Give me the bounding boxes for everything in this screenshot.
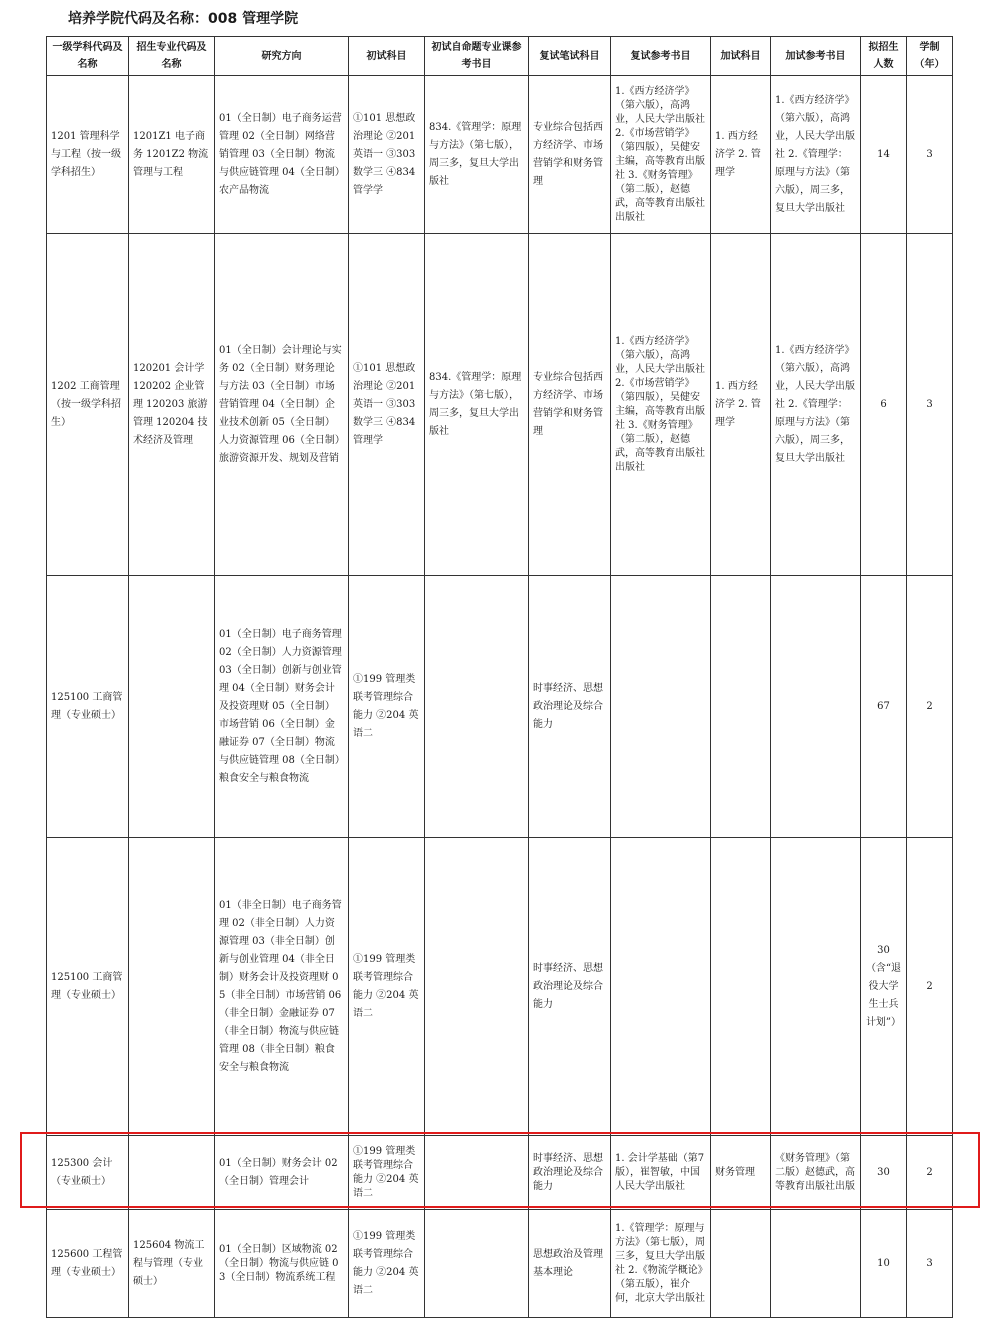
header-cell: 招生专业代码及名称 — [129, 37, 215, 76]
major-cell — [129, 838, 215, 1136]
extra-cell: 1. 西方经济学 2. 管理学 — [711, 234, 771, 576]
extra-cell: 1. 西方经济学 2. 管理学 — [711, 76, 771, 234]
retest-cell: 时事经济、思想政治理论及综合能力 — [529, 1136, 611, 1210]
table-row — [47, 1210, 953, 1318]
count-cell: 10 — [861, 1210, 907, 1318]
directions-cell: 01（全日制）会计理论与实务 02（全日制）财务理论与方法 03（全日制）市场营销管理 04（全日制）企业技术创新 05（全日制）人力资源管理 06（全日制）旅游资源开发、规划及营销 — [215, 234, 349, 576]
discipline-cell: 1202 工商管理（按一级学科招生） — [47, 234, 129, 576]
count-cell: 6 — [861, 234, 907, 576]
discipline-cell: 125100 工商管理（专业硕士） — [47, 838, 129, 1136]
years-cell: 2 — [907, 1136, 953, 1210]
count-cell: 67 — [861, 576, 907, 838]
extra-books-cell: 1.《西方经济学》（第六版），高鸿业，人民大学出版社 2.《管理学：原理与方法》（第六版），周三多，复旦大学出版社 — [771, 234, 861, 576]
retest-cell: 时事经济、思想政治理论及综合能力 — [529, 838, 611, 1136]
directions-cell: 01（非全日制）电子商务管理 02（非全日制）人力资源管理 03（非全日制）创新与创业管理 04（非全日制）财务会计及投资理财 05（非全日制）市场营销 06（非全日制）金融证券 07（非全日制）物流与供应链管理 08（非全日制）粮食安全与粮食物流 — [215, 838, 349, 1136]
directions-cell: 01（全日制）电子商务运营管理 02（全日制）网络营销管理 03（全日制）物流与供应链管理 04（全日制）农产品物流 — [215, 76, 349, 234]
years-cell: 3 — [907, 234, 953, 576]
extra-cell — [711, 838, 771, 1136]
retest-books-cell: 1.《西方经济学》（第六版），高鸿业，人民大学出版社 2.《市场营销学》（第四版），吴健安主编，高等教育出版社 3.《财务管理》（第二版），赵德武，高等教育出版社出版社 — [611, 234, 711, 576]
header-cell: 复试笔试科目 — [529, 37, 611, 76]
years-cell: 2 — [907, 838, 953, 1136]
discipline-cell: 125300 会计（专业硕士） — [47, 1136, 129, 1210]
books-cell — [425, 1136, 529, 1210]
retest-cell: 专业综合包括西方经济学、市场营销学和财务管理 — [529, 234, 611, 576]
header-cell: 加试参考书目 — [771, 37, 861, 76]
header-cell: 学制（年） — [907, 37, 953, 76]
table-row — [47, 76, 953, 234]
retest-books-cell: 1.《西方经济学》（第六版），高鸿业，人民大学出版社 2.《市场营销学》（第四版），吴健安主编，高等教育出版社 3.《财务管理》（第二版），赵德武，高等教育出版社出版社 — [611, 76, 711, 234]
exam-cell: ①199 管理类联考管理综合能力 ②204 英语二 — [349, 1136, 425, 1210]
discipline-cell: 125600 工程管理（专业硕士） — [47, 1210, 129, 1318]
extra-books-cell — [771, 838, 861, 1136]
retest-books-cell: 1. 会计学基础（第7版），崔智敏，中国人民大学出版社 — [611, 1136, 711, 1210]
extra-cell: 财务管理 — [711, 1136, 771, 1210]
count-cell: 30（含“退役大学生士兵计划”） — [861, 838, 907, 1136]
count-cell: 14 — [861, 76, 907, 234]
header-cell: 研究方向 — [215, 37, 349, 76]
retest-cell: 专业综合包括西方经济学、市场营销学和财务管理 — [529, 76, 611, 234]
major-cell: 1201Z1 电子商务 1201Z2 物流管理与工程 — [129, 76, 215, 234]
header-cell: 初试科目 — [349, 37, 425, 76]
exam-cell: ①199 管理类联考管理综合能力 ②204 英语二 — [349, 1210, 425, 1318]
count-cell: 30 — [861, 1136, 907, 1210]
discipline-cell: 125100 工商管理（专业硕士） — [47, 576, 129, 838]
major-cell — [129, 576, 215, 838]
exam-cell: ①101 思想政治理论 ②201 英语一 ③303 数学三 ④834 管学学 — [349, 76, 425, 234]
major-cell: 125604 物流工程与管理（专业硕士） — [129, 1210, 215, 1318]
retest-books-cell: 1.《管理学：原理与方法》（第七版），周三多，复旦大学出版社 2.《物流学概论》（第五版），崔介何，北京大学出版社 — [611, 1210, 711, 1318]
books-cell: 834.《管理学：原理与方法》（第七版），周三多，复旦大学出版社 — [425, 76, 529, 234]
years-cell: 3 — [907, 76, 953, 234]
table-row — [47, 234, 953, 576]
exam-cell: ①101 思想政治理论 ②201 英语一 ③303 数学三 ④834 管理学 — [349, 234, 425, 576]
books-cell — [425, 838, 529, 1136]
extra-cell — [711, 576, 771, 838]
header-cell: 拟招生人数 — [861, 37, 907, 76]
directions-cell: 01（全日制）财务会计 02（全日制）管理会计 — [215, 1136, 349, 1210]
major-cell — [129, 1136, 215, 1210]
books-cell: 834.《管理学：原理与方法》（第七版），周三多，复旦大学出版社 — [425, 234, 529, 576]
retest-books-cell — [611, 576, 711, 838]
extra-books-cell — [771, 1210, 861, 1318]
retest-books-cell — [611, 838, 711, 1136]
exam-cell: ①199 管理类联考管理综合能力 ②204 英语二 — [349, 838, 425, 1136]
exam-cell: ①199 管理类联考管理综合能力 ②204 英语二 — [349, 576, 425, 838]
books-cell — [425, 576, 529, 838]
books-cell — [425, 1210, 529, 1318]
header-cell: 初试自命题专业课参考书目 — [425, 37, 529, 76]
extra-books-cell: 《财务管理》（第二版）赵德武，高等教育出版社出版 — [771, 1136, 861, 1210]
table-row — [47, 576, 953, 838]
extra-books-cell — [771, 576, 861, 838]
retest-cell: 思想政治及管理基本理论 — [529, 1210, 611, 1318]
table-row — [47, 1136, 953, 1210]
retest-cell: 时事经济、思想政治理论及综合能力 — [529, 576, 611, 838]
years-cell: 2 — [907, 576, 953, 838]
discipline-cell: 1201 管理科学与工程（按一级学科招生） — [47, 76, 129, 234]
years-cell: 3 — [907, 1210, 953, 1318]
extra-books-cell: 1.《西方经济学》（第六版），高鸿业，人民大学出版社 2.《管理学：原理与方法》（第六版），周三多，复旦大学出版社 — [771, 76, 861, 234]
extra-cell — [711, 1210, 771, 1318]
directions-cell: 01（全日制）电子商务管理 02（全日制）人力资源管理 03（全日制）创新与创业管理 04（全日制）财务会计及投资理财 05（全日制）市场营销 06（全日制）金融证券 07（全日制）物流与供应链管理 08（全日制）粮食安全与粮食物流 — [215, 576, 349, 838]
header-cell: 加试科目 — [711, 37, 771, 76]
header-row — [47, 37, 953, 76]
major-cell: 120201 会计学 120202 企业管理 120203 旅游管理 120204 技术经济及管理 — [129, 234, 215, 576]
header-cell: 一级学科代码及名称 — [47, 37, 129, 76]
directions-cell: 01（全日制）区域物流 02（全日制）物流与供应链 03（全日制）物流系统工程 — [215, 1210, 349, 1318]
header-cell: 复试参考书目 — [611, 37, 711, 76]
table-row — [47, 838, 953, 1136]
admissions-table — [46, 36, 953, 1318]
page-title: 培养学院代码及名称：008 管理学院 — [68, 11, 299, 27]
